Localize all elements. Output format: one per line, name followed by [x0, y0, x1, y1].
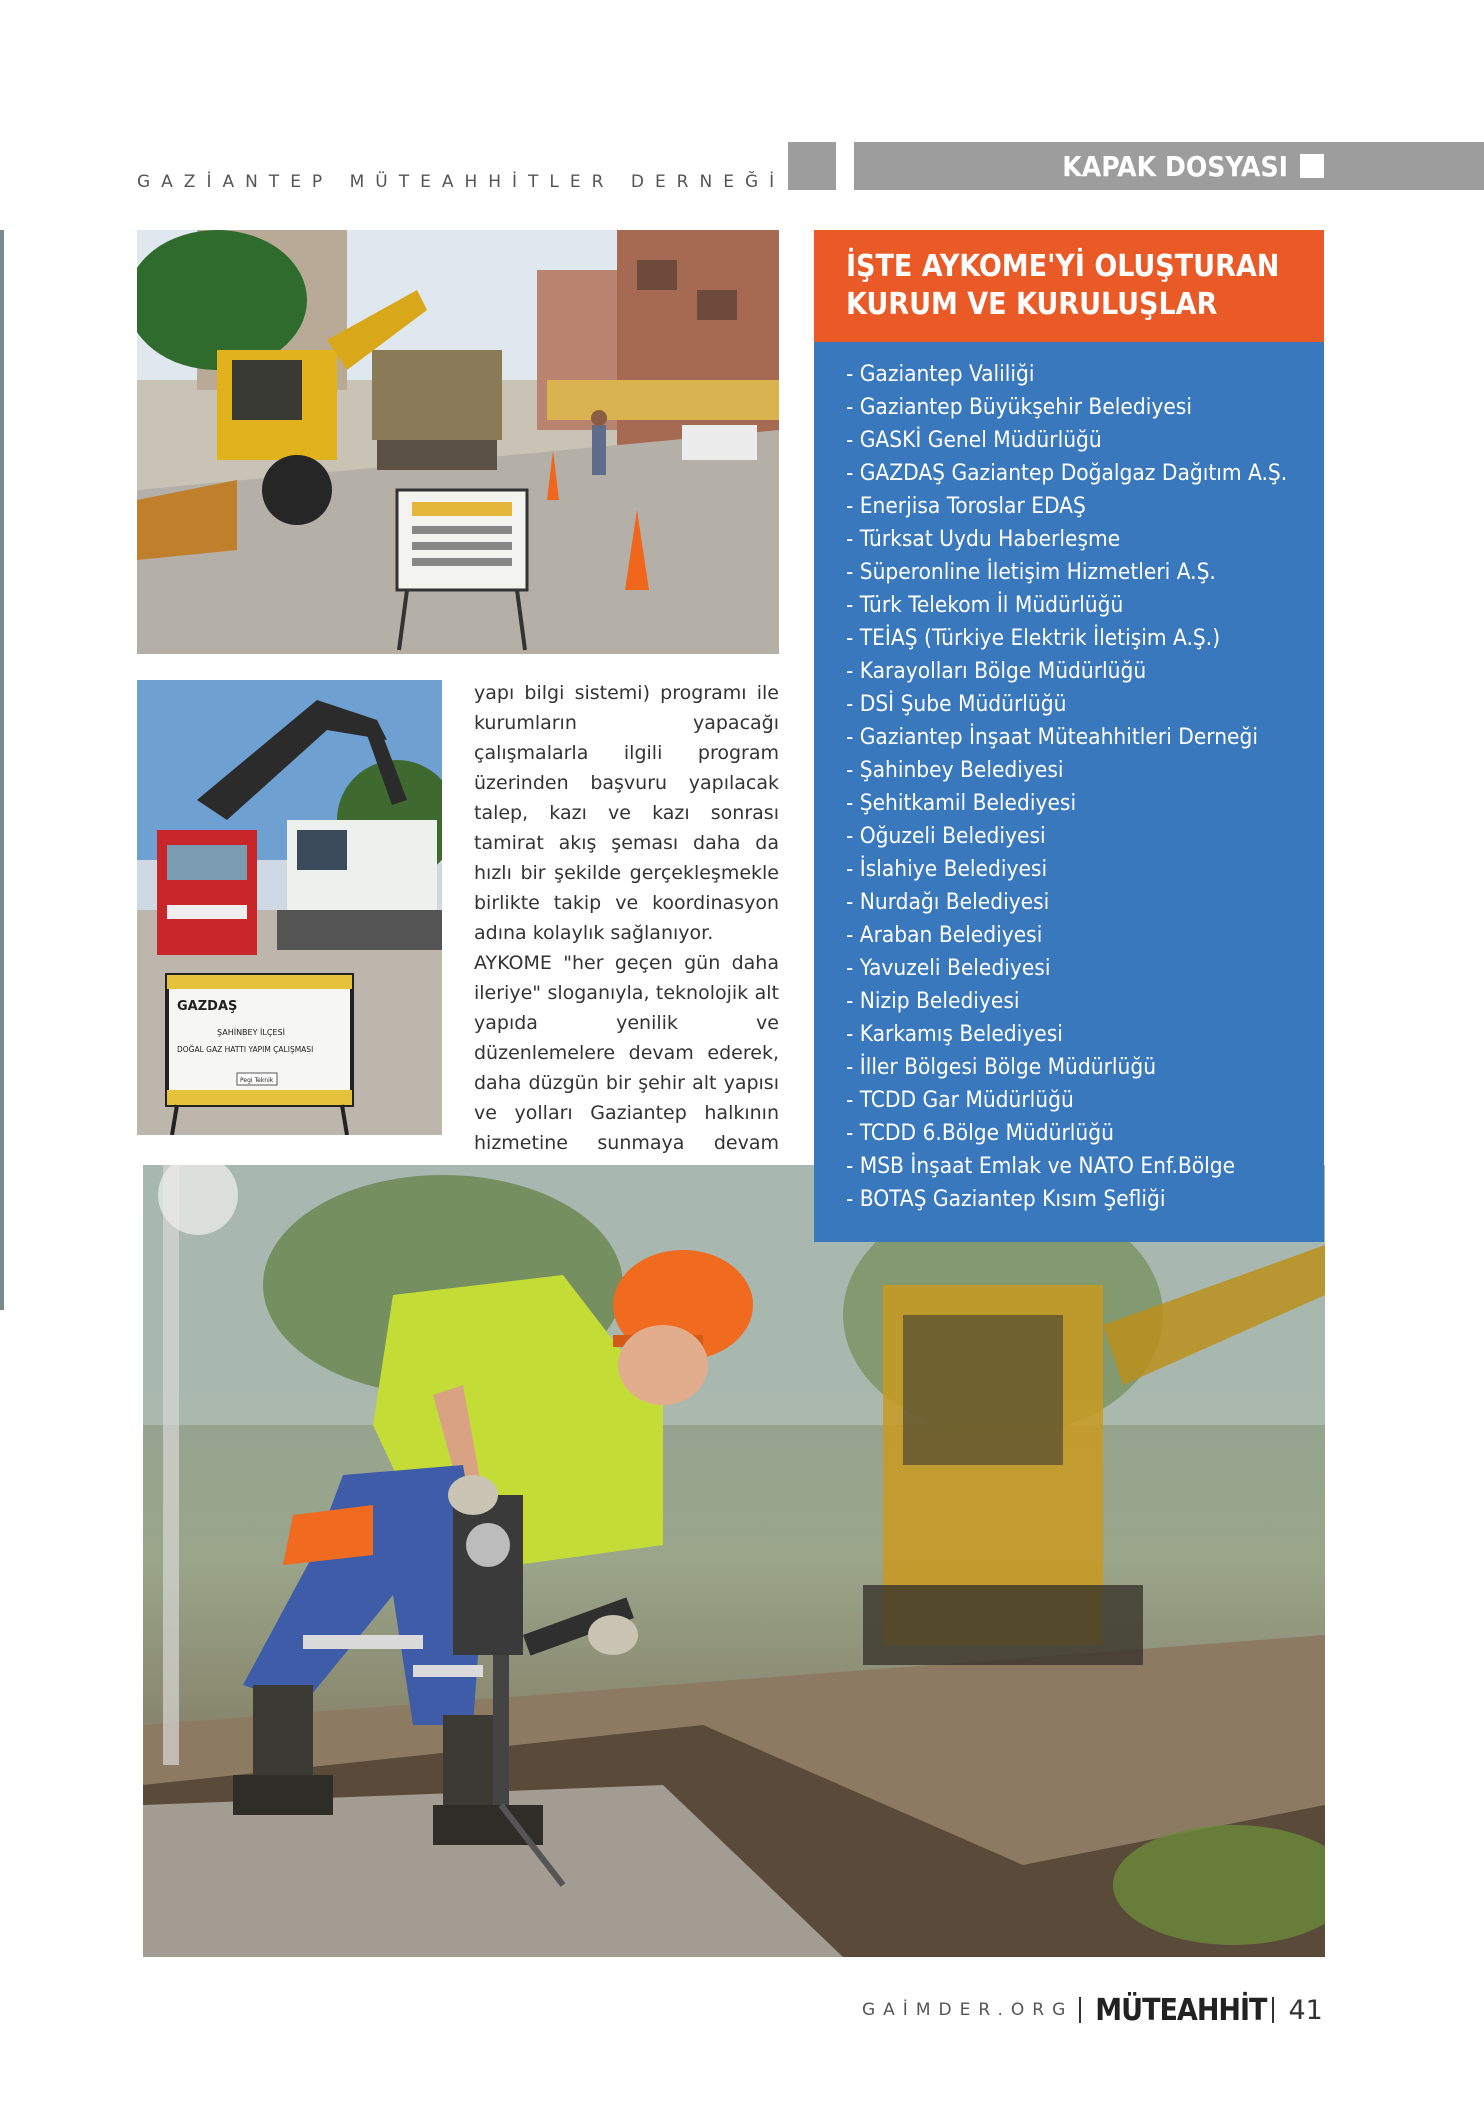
sign-brand: GAZDAŞ	[177, 999, 238, 1014]
institution-item: - Gaziantep Valiliği	[846, 361, 1035, 387]
institution-item: - Nurdağı Belediyesi	[846, 889, 1050, 915]
institution-item: - Enerjisa Toroslar EDAŞ	[846, 493, 1086, 519]
institution-item: - Yavuzeli Belediyesi	[846, 955, 1051, 981]
institution-item: - Gaziantep İnşaat Müteahhitleri Derneği	[846, 724, 1258, 750]
institution-item: - Karayolları Bölge Müdürlüğü	[846, 658, 1147, 684]
paragraph-1: yapı bilgi sistemi) programı ile kurumların yapacağı çalışmalarla ilgili program üzerinden başvuru yapılacak talep, kazı ve kazı sonrası tamirat akış şeması daha da hızlı bir şekilde gerçekleşmekle birlikte takip ve koordinasyon adına kolaylık sağlanıyor.	[474, 682, 779, 944]
institution-item: - MSB İnşaat Emlak ve NATO Enf.Bölge	[846, 1153, 1236, 1179]
article-text	[474, 678, 779, 1188]
box-title-line-2: KURUM VE KURULUŞLAR	[846, 287, 1218, 322]
footer-site: GAİMDER.ORG	[862, 2000, 1074, 2020]
institution-item: - İslahiye Belediyesi	[846, 856, 1048, 882]
footer-separator	[1079, 1997, 1081, 2023]
sign-work: DOĞAL GAZ HATTI YAPIM ÇALIŞMASI	[177, 1045, 314, 1054]
box-title-line-1: İŞTE AYKOME'Yİ OLUŞTURAN	[846, 249, 1280, 284]
section-header-bar	[854, 142, 1484, 190]
institution-item: - Araban Belediyesi	[846, 922, 1043, 948]
footer-separator-2	[1272, 1997, 1274, 2023]
page-edge-strip	[0, 230, 4, 1310]
institution-item: - GASKİ Genel Müdürlüğü	[846, 427, 1102, 453]
header-square-block	[788, 142, 836, 190]
institution-item: - Nizip Belediyesi	[846, 988, 1020, 1014]
institutions-box-body	[814, 342, 1324, 1242]
footer-brand-logo: MÜTEAHHİT	[1095, 1992, 1267, 2028]
institution-item: - Süperonline İletişim Hizmetleri A.Ş.	[846, 559, 1216, 585]
photo-worker-jackhammer	[143, 1165, 1325, 1957]
institutions-box-header	[814, 230, 1324, 342]
institution-item: - BOTAŞ Gaziantep Kısım Şefliği	[846, 1186, 1166, 1212]
institution-item: - Gaziantep Büyükşehir Belediyesi	[846, 394, 1192, 420]
page-number: 41	[1288, 1994, 1323, 2026]
institution-item: - Oğuzeli Belediyesi	[846, 823, 1046, 849]
institutions-list	[846, 358, 1324, 1216]
institution-item: - GAZDAŞ Gaziantep Doğalgaz Dağıtım A.Ş.	[846, 460, 1288, 486]
institution-item: - Karkamış Belediyesi	[846, 1021, 1063, 1047]
page-footer	[862, 1990, 1323, 2030]
sign-district: ŞAHİNBEY İLÇESİ	[217, 1028, 285, 1037]
paragraph-2: AYKOME "her geçen gün daha ileriye" sloganıyla, teknolojik alt yapıda yenilik ve düzenlemelere devam ederek, daha düzgün bir şehir alt yapısı ve yolları Gaziantep halkının hizmetine sunmaya devam	[474, 952, 779, 1154]
institution-item: - TCDD Gar Müdürlüğü	[846, 1087, 1074, 1113]
institution-item: - TCDD 6.Bölge Müdürlüğü	[846, 1120, 1114, 1146]
section-square-icon	[1300, 154, 1324, 178]
institution-item: - Şehitkamil Belediyesi	[846, 790, 1077, 816]
sign-footer: Pegi Teknik	[240, 1077, 274, 1084]
institution-item: - Türksat Uydu Haberleşme	[846, 526, 1121, 552]
institution-item: - Şahinbey Belediyesi	[846, 757, 1064, 783]
institution-item: - İller Bölgesi Bölge Müdürlüğü	[846, 1054, 1157, 1080]
institution-item: - TEİAŞ (Türkiye Elektrik İletişim A.Ş.)	[846, 625, 1221, 651]
photo-street-roadwork	[137, 230, 779, 654]
photo-gazdas-excavator	[137, 680, 442, 1135]
section-title: KAPAK DOSYASI	[1062, 149, 1288, 183]
institution-item: - Türk Telekom İl Müdürlüğü	[846, 592, 1124, 618]
association-name: GAZİANTEP MÜTEAHHİTLER DERNEĞİ	[137, 172, 786, 192]
institution-item: - DSİ Şube Müdürlüğü	[846, 691, 1067, 717]
